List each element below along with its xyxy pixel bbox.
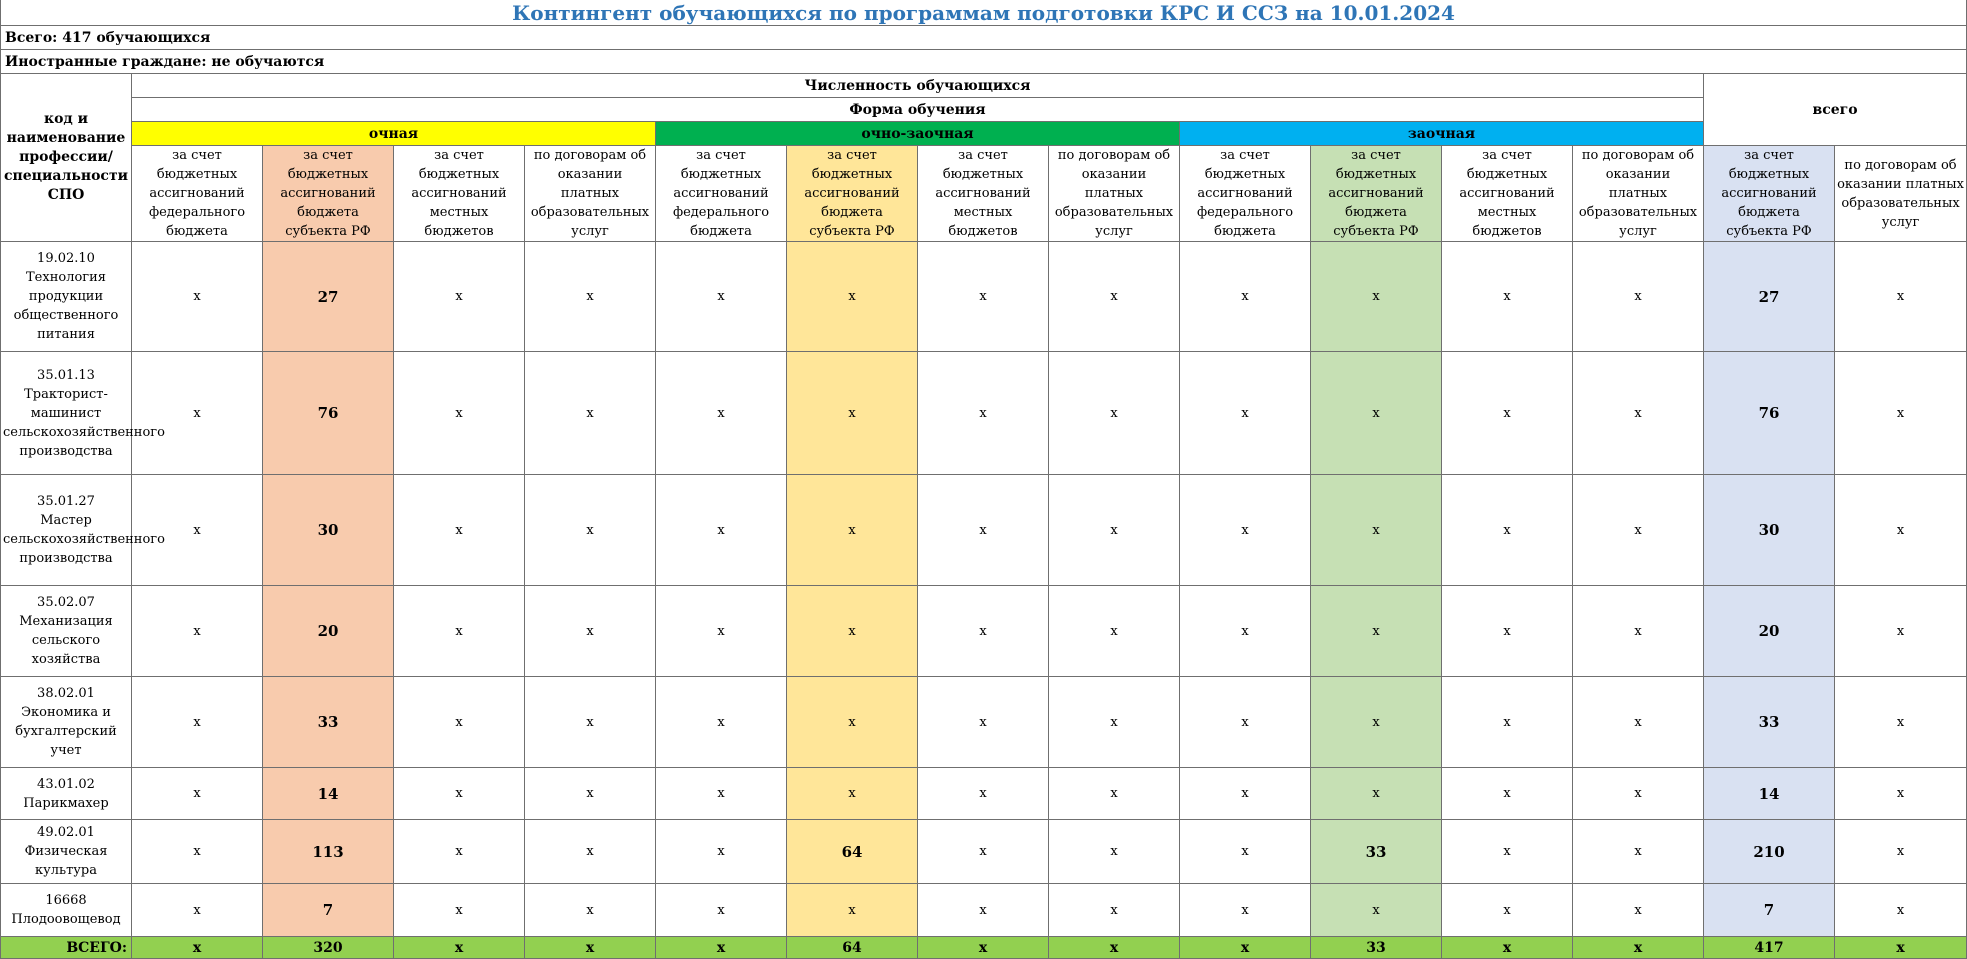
- value-cell: x: [1180, 586, 1311, 677]
- subheader-cell: за счет бюджетных ассигнований местных бюджетов: [394, 146, 525, 242]
- program-name: Технология продукции общественного питания: [13, 270, 119, 342]
- value-cell: x: [787, 586, 918, 677]
- subheader-cell: за счет бюджетных ассигнований бюджета субъекта РФ: [787, 146, 918, 242]
- value-cell: x: [525, 586, 656, 677]
- subheader-cell: за счет бюджетных ассигнований федерального бюджета: [132, 146, 263, 242]
- program-code: 43.01.02: [37, 776, 95, 792]
- value-cell: x: [1442, 586, 1573, 677]
- value-cell: x: [1049, 475, 1180, 586]
- total-value-cell: x: [132, 937, 263, 959]
- value-cell: x: [132, 884, 263, 937]
- subheader-cell: по договорам об оказании платных образовательных услуг: [1049, 146, 1180, 242]
- foreign-students-line: Иностранные граждане: не обучаются: [1, 50, 1967, 74]
- value-cell: 27: [1704, 242, 1835, 352]
- value-cell: x: [1835, 820, 1967, 884]
- value-cell: x: [1835, 884, 1967, 937]
- program-name: Физическая культура: [24, 844, 108, 878]
- value-cell: x: [1573, 352, 1704, 475]
- value-cell: x: [394, 768, 525, 820]
- program-cell: [1, 884, 132, 937]
- value-cell: x: [1835, 475, 1967, 586]
- value-cell: 64: [787, 820, 918, 884]
- value-cell: x: [1180, 475, 1311, 586]
- total-value-cell: x: [525, 937, 656, 959]
- form-header: Форма обучения: [132, 98, 1704, 122]
- value-cell: x: [525, 820, 656, 884]
- table-row: [1, 586, 1967, 677]
- subheader-cell: за счет бюджетных ассигнований бюджета субъекта РФ: [1311, 146, 1442, 242]
- value-cell: x: [656, 586, 787, 677]
- value-cell: x: [1835, 768, 1967, 820]
- value-cell: x: [1049, 768, 1180, 820]
- subheader-cell: по договорам об оказании платных образовательных услуг: [1573, 146, 1704, 242]
- value-cell: x: [918, 820, 1049, 884]
- program-name: Тракторист-машинист сельскохозяйственного производства: [3, 386, 165, 459]
- form-ochnaya-header: очная: [132, 122, 656, 146]
- value-cell: x: [1311, 242, 1442, 352]
- value-cell: x: [656, 352, 787, 475]
- value-cell: x: [1573, 820, 1704, 884]
- value-cell: 210: [1704, 820, 1835, 884]
- value-cell: x: [132, 242, 263, 352]
- total-value-cell: 417: [1704, 937, 1835, 959]
- subheader-cell: по договорам об оказании платных образовательных услуг: [525, 146, 656, 242]
- value-cell: x: [394, 884, 525, 937]
- table-row: [1, 884, 1967, 937]
- value-cell: x: [787, 242, 918, 352]
- value-cell: x: [1311, 768, 1442, 820]
- total-value-cell: 320: [263, 937, 394, 959]
- value-cell: x: [394, 352, 525, 475]
- value-cell: x: [656, 768, 787, 820]
- program-code: 35.01.27: [37, 494, 95, 509]
- program-cell: [1, 475, 165, 586]
- program-code: 19.02.10: [37, 251, 95, 266]
- value-cell: x: [1442, 820, 1573, 884]
- value-cell: x: [1442, 677, 1573, 768]
- program-cell: [1, 768, 132, 820]
- value-cell: x: [525, 677, 656, 768]
- value-cell: x: [787, 677, 918, 768]
- value-cell: 33: [1704, 677, 1835, 768]
- value-cell: 20: [263, 586, 394, 677]
- total-value-cell: x: [1442, 937, 1573, 959]
- table-row: [1, 677, 1967, 768]
- value-cell: x: [1835, 586, 1967, 677]
- value-cell: x: [787, 352, 918, 475]
- program-code: 49.02.01: [37, 825, 95, 840]
- value-cell: x: [394, 475, 525, 586]
- total-label: ВСЕГО:: [1, 937, 132, 959]
- value-cell: x: [132, 677, 263, 768]
- table-row: [1, 768, 1967, 820]
- value-cell: 76: [263, 352, 394, 475]
- value-cell: x: [1311, 884, 1442, 937]
- value-cell: x: [1180, 677, 1311, 768]
- value-cell: x: [656, 242, 787, 352]
- value-cell: x: [1049, 242, 1180, 352]
- value-cell: 113: [263, 820, 394, 884]
- table-row: [1, 242, 1967, 352]
- value-cell: x: [656, 677, 787, 768]
- value-cell: x: [394, 242, 525, 352]
- value-cell: x: [1573, 586, 1704, 677]
- value-cell: x: [656, 820, 787, 884]
- total-row: [1, 937, 1967, 959]
- program-cell: [1, 242, 132, 352]
- value-cell: x: [918, 768, 1049, 820]
- form-zaochnaya-header: заочная: [1180, 122, 1704, 146]
- table-row: [1, 352, 1967, 475]
- value-cell: x: [1311, 352, 1442, 475]
- value-cell: 7: [263, 884, 394, 937]
- program-name: Мастер сельскохозяйственного производства: [3, 513, 165, 566]
- value-cell: x: [918, 475, 1049, 586]
- value-cell: 20: [1704, 586, 1835, 677]
- value-cell: x: [525, 352, 656, 475]
- total-value-cell: x: [1180, 937, 1311, 959]
- value-cell: x: [1311, 475, 1442, 586]
- value-cell: x: [132, 352, 263, 475]
- value-cell: x: [918, 352, 1049, 475]
- value-cell: x: [525, 768, 656, 820]
- value-cell: x: [132, 768, 263, 820]
- subheader-cell: за счет бюджетных ассигнований местных бюджетов: [918, 146, 1049, 242]
- program-cell: [1, 820, 132, 884]
- program-cell: [1, 677, 132, 768]
- value-cell: x: [918, 242, 1049, 352]
- value-cell: x: [394, 820, 525, 884]
- page-title: Контингент обучающихся по программам подготовки КРС И ССЗ на 10.01.2024: [1, 0, 1967, 26]
- program-name: Парикмахер: [23, 795, 109, 811]
- subheader-cell: за счет бюджетных ассигнований федерального бюджета: [1180, 146, 1311, 242]
- value-cell: x: [132, 586, 263, 677]
- value-cell: x: [1442, 768, 1573, 820]
- form-ochno-zaochnaya-header: очно-заочная: [656, 122, 1180, 146]
- program-name: Механизация сельского хозяйства: [19, 614, 113, 667]
- total-value-cell: x: [394, 937, 525, 959]
- program-cell: [1, 586, 132, 677]
- value-cell: 27: [263, 242, 394, 352]
- value-cell: 30: [1704, 475, 1835, 586]
- total-value-cell: x: [1835, 937, 1967, 959]
- value-cell: x: [1442, 475, 1573, 586]
- program-code: 16668: [45, 893, 87, 908]
- value-cell: 33: [263, 677, 394, 768]
- value-cell: x: [1049, 352, 1180, 475]
- value-cell: x: [394, 677, 525, 768]
- value-cell: x: [1049, 586, 1180, 677]
- value-cell: x: [1311, 677, 1442, 768]
- value-cell: 7: [1704, 884, 1835, 937]
- subheader-cell: по договорам об оказании платных образовательных услуг: [1835, 146, 1967, 242]
- program-name: Плодоовощевод: [11, 912, 121, 927]
- value-cell: x: [918, 586, 1049, 677]
- value-cell: x: [656, 475, 787, 586]
- value-cell: 30: [263, 475, 394, 586]
- value-cell: x: [525, 884, 656, 937]
- table-row: [1, 475, 1967, 586]
- value-cell: x: [656, 884, 787, 937]
- value-cell: 14: [1704, 768, 1835, 820]
- value-cell: x: [1049, 677, 1180, 768]
- total-value-cell: x: [1049, 937, 1180, 959]
- table-row: [1, 820, 1967, 884]
- value-cell: x: [1049, 820, 1180, 884]
- value-cell: x: [918, 677, 1049, 768]
- value-cell: x: [787, 768, 918, 820]
- value-cell: x: [1180, 242, 1311, 352]
- program-name: Экономика и бухгалтерский учет: [15, 705, 117, 758]
- subheader-cell: за счет бюджетных ассигнований местных бюджетов: [1442, 146, 1573, 242]
- value-cell: x: [1311, 586, 1442, 677]
- value-cell: x: [1573, 884, 1704, 937]
- value-cell: x: [918, 884, 1049, 937]
- value-cell: x: [525, 475, 656, 586]
- subheader-cell: за счет бюджетных ассигнований федерального бюджета: [656, 146, 787, 242]
- value-cell: x: [1442, 242, 1573, 352]
- total-value-cell: x: [656, 937, 787, 959]
- subheader-cell: за счет бюджетных ассигнований бюджета субъекта РФ: [263, 146, 394, 242]
- value-cell: x: [1835, 677, 1967, 768]
- value-cell: x: [1180, 768, 1311, 820]
- total-value-cell: 64: [787, 937, 918, 959]
- total-value-cell: x: [918, 937, 1049, 959]
- value-cell: x: [1049, 884, 1180, 937]
- value-cell: x: [525, 242, 656, 352]
- value-cell: x: [1180, 820, 1311, 884]
- value-cell: x: [1835, 242, 1967, 352]
- value-cell: x: [1573, 475, 1704, 586]
- value-cell: x: [394, 586, 525, 677]
- program-code: 38.02.01: [37, 686, 95, 701]
- value-cell: x: [1442, 352, 1573, 475]
- program-code: 35.02.07: [37, 595, 95, 610]
- total-value-cell: 33: [1311, 937, 1442, 959]
- value-cell: x: [787, 475, 918, 586]
- value-cell: x: [1835, 352, 1967, 475]
- value-cell: x: [1180, 884, 1311, 937]
- value-cell: x: [132, 475, 263, 586]
- value-cell: x: [1442, 884, 1573, 937]
- value-cell: 33: [1311, 820, 1442, 884]
- count-header: Численность обучающихся: [132, 74, 1704, 98]
- program-cell: [1, 352, 165, 475]
- total-value-cell: x: [1573, 937, 1704, 959]
- total-students-line: Всего: 417 обучающихся: [1, 26, 1967, 50]
- program-code: 35.01.13: [37, 367, 95, 383]
- value-cell: x: [787, 884, 918, 937]
- value-cell: 76: [1704, 352, 1835, 475]
- total-header: всего: [1704, 74, 1967, 146]
- value-cell: x: [132, 820, 263, 884]
- value-cell: x: [1180, 352, 1311, 475]
- value-cell: x: [1573, 242, 1704, 352]
- value-cell: x: [1573, 768, 1704, 820]
- code-name-header: код и наименование профессии/специальности СПО: [1, 74, 132, 242]
- value-cell: x: [1573, 677, 1704, 768]
- subheader-cell: за счет бюджетных ассигнований бюджета субъекта РФ: [1704, 146, 1835, 242]
- value-cell: 14: [263, 768, 394, 820]
